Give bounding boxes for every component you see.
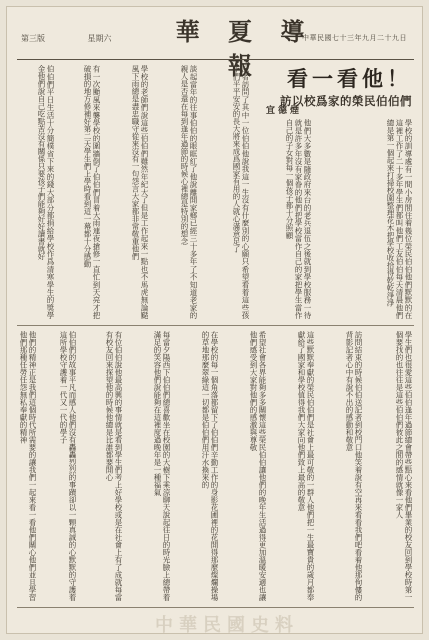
column-text: 希望社會各界能夠多多關懷這些榮民伯伯讓他們的晚年生活過得更加溫暖安適也讓他們感受到大家對他們的感激與尊敬	[249, 331, 267, 601]
newspaper-page	[6, 6, 423, 634]
column-text: 在學校的每一個角落都留下了伯伯們辛勤工作的身影花圃裡的花開得那麼燦爛操場的草地那麼翠綠這一切都是伯伯們用汗水換來的	[201, 331, 219, 601]
page-number: 第三版	[21, 34, 45, 43]
column-text: 學校的老師們說這些伯伯們雖然年紀大了但是工作起來一點也不馬虎無論颳風下雨總是盡忠職守從來沒有一句怨言大家都非常敬重他們	[131, 65, 149, 319]
middle-rule	[17, 325, 414, 326]
newspaper-title: 華 夏 導 報	[175, 17, 315, 80]
bottom-rule	[17, 607, 414, 608]
article-byline: 宜德煙	[265, 106, 302, 116]
weekday: 星期六	[87, 34, 112, 43]
column-text: 伯伯們平日生活十分簡樸省下來的錢大部分都捐給學校作爲清寒學生的獎學金他們說自己吃點苦沒有關係只要孩子們能夠好好讀書就好	[37, 65, 55, 319]
column-text: 他們的精神正是我們這個時代所需要的讓我們一起來看一看他們關心他們並且學習他們那種任勞任怨無私奉獻的精神	[19, 331, 37, 601]
column-text: 伯伯們的故事平凡而感人他們沒有轟轟烈烈的事蹟卻以一顆真誠的心默默的守護着這所學校守護着一代又一代的學子	[59, 331, 77, 601]
column-text: 有位伯伯說他最高興的事情就是看到學生們考上好學校或是在社會上有了成就每當有校友回來探望他的時候他總是比誰都要開心	[105, 331, 123, 601]
column-text: 談起當年的往事伯伯的眼眶紅了他說離開家鄉已經三十多年了不知道老家的親人是否還在每到逢年過節的時候心裡總是特別的想念	[180, 65, 198, 319]
column-text: 有一次颱風來襲學校的圍牆倒了伯伯們冒着大雨連夜搶修一直忙到天亮才把破損的地方修補好第二天學生們上學時看到這一幕都十分感動	[83, 65, 101, 319]
article-subheadline: 訪以校爲家的榮民伯伯們	[280, 94, 412, 108]
issue-date: 中華民國七十三年九月二十九日	[302, 34, 407, 42]
page-label	[21, 33, 112, 44]
column-text: 這些默默奉獻的榮民伯伯們是社會上最可敬的一群人他們把一生最寶貴的歲月都奉獻給了國家和學校值得我們大家向他們致上最高的敬意	[297, 331, 315, 601]
article-headline: 看一看他！	[287, 66, 412, 91]
column-text: 學校的訓導處有一間小房間住着幾位榮民伯伯他們默默的在這裡工作了二十多年學生們都叫他們工友伯伯每天清晨他們總是第一個起來打掃校園整理花木把學校收拾得乾乾淨淨	[386, 119, 413, 319]
column-text: 他們大多數是隨政府來台的老兵退伍之後就到學校服務一待就是許多年沒有家眷的他們把學校當作自己的家把學生當作自己的子女對每一個孩子都十分照顧	[285, 119, 312, 319]
column-text: 訪問結束的時候伯伯送記者到校門口他笑着說有空再來看看我們吧看着他那佝僂的背影記者心中有說不出的感動和敬意	[345, 331, 363, 601]
column-text: 每當夕陽西下伯伯們總喜歡坐在校園的大樹下乘涼聊天說起往日的時光臉上總帶着滿足的笑容他們說能夠在這裡度過晚年是一種福氣	[153, 331, 171, 601]
column-text: 學生們也很愛這些伯伯逢年過節總會帶些點心來看他們畢業的校友回到學校時第一個要找的也往往是這些伯伯們彼此之間的感情就像一家人	[395, 331, 413, 601]
masthead-rule	[17, 59, 414, 60]
column-text: 記者訪問了其中一位伯伯他說我這一生沒有什麼別的心願只希望看着這些孩子們平平安安的長大將來成爲國家有用的人就心滿意足了	[232, 65, 250, 319]
archive-watermark: 中華民國史料	[155, 615, 299, 636]
